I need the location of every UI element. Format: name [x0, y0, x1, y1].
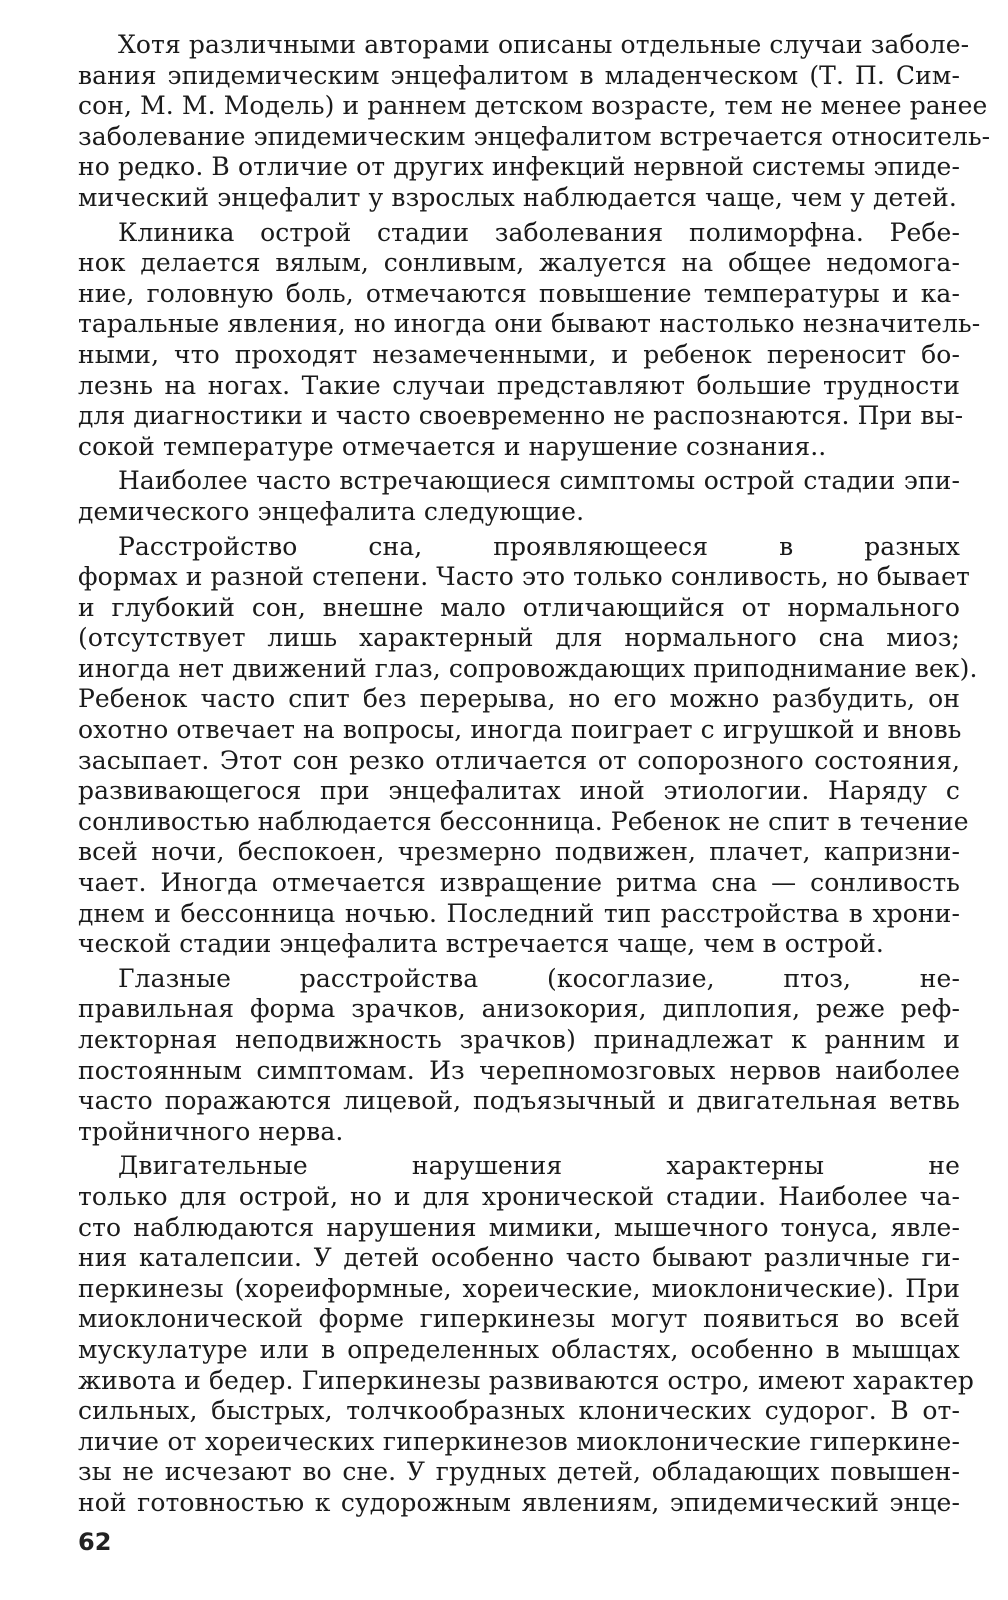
text-line: зы не исчезают во сне. У грудных детей, обладающих повышен-	[78, 1457, 960, 1487]
text-line: часто поражаются лицевой, подъязычный и двигательная ветвь	[78, 1086, 960, 1116]
text-line: Клиника острой стадии заболевания полиморфна. Ребе-	[118, 217, 960, 247]
text-line: лекторная неподвижность зрачков) принадлежат к ранним и	[78, 1025, 960, 1054]
text-line: перкинезы (хореиформные, хореические, миоклонические). При	[78, 1273, 960, 1303]
text-line: вания эпидемическим энцефалитом в младенческом (Т. П. Сим-	[78, 60, 960, 90]
text-line: живота и бедер. Гиперкинезы развиваются остро, имеют характер	[78, 1365, 975, 1395]
text-line: Двигательные нарушения характерны не	[118, 1151, 960, 1181]
text-line: мускулатуре или в определенных областях, особенно в мышцах	[78, 1334, 960, 1364]
text-line: сон, М. М. Модель) и раннем детском возрасте, тем не менее ранее	[78, 91, 988, 121]
text-line: Расстройство сна, проявляющееся в разных	[118, 531, 960, 561]
text-line: нок делается вялым, сонливым, жалуется на общее недомога-	[78, 248, 960, 278]
page-text-block	[78, 30, 991, 1519]
text-line: правильная форма зрачков, анизокория, диплопия, реже реф-	[78, 994, 960, 1024]
text-line: лезнь на ногах. Такие случаи представляют большие трудности	[78, 370, 960, 400]
text-line: мический энцефалит у взрослых наблюдается чаще, чем у детей.	[78, 182, 957, 212]
text-line: охотно отвечает на вопросы, иногда поиграет с игрушкой и вновь	[78, 715, 962, 745]
text-line: и глубокий сон, внешне мало отличающийся от нормального	[78, 592, 960, 622]
text-line: демического энцефалита следующие.	[78, 496, 585, 526]
text-line: Глазные расстройства (косоглазие, птоз, не-	[118, 963, 960, 993]
text-line: сокой температуре отмечается и нарушение сознания..	[78, 431, 827, 461]
text-line: заболевание эпидемическим энцефалитом встречается относитель-	[78, 121, 991, 151]
text-line: сто наблюдаются нарушения мимики, мышечного тонуса, явле-	[78, 1212, 960, 1242]
text-line: личие от хореических гиперкинезов миоклонические гиперкине-	[78, 1426, 960, 1456]
text-line: засыпает. Этот сон резко отличается от сопорозного состояния,	[78, 745, 960, 775]
text-line: для диагностики и часто своевременно не распознаются. При вы-	[78, 401, 964, 431]
text-line: развивающегося при энцефалитах иной этиологии. Наряду с	[78, 776, 960, 806]
text-line: иногда нет движений глаз, сопровождающих приподнимание век).	[78, 653, 978, 683]
text-line: Ребенок часто спит без перерыва, но его можно разбудить, он	[78, 684, 960, 714]
text-line: всей ночи, беспокоен, чрезмерно подвижен, плачет, капризни-	[78, 837, 960, 867]
text-line: днем и бессонница ночью. Последний тип расстройства в хрони-	[78, 898, 960, 928]
text-line: постоянным симптомам. Из черепномозговых нервов наиболее	[78, 1055, 960, 1085]
text-line: ния каталепсии. У детей особенно часто бывают различные ги-	[78, 1243, 960, 1273]
text-line: формах и разной степени. Часто это только сонливость, но бывает	[78, 562, 970, 592]
text-line: сонливостью наблюдается бессонница. Ребенок не спит в течение	[78, 806, 969, 836]
text-line: Наиболее часто встречающиеся симптомы острой стадии эпи-	[118, 466, 960, 496]
text-line: ными, что проходят незамеченными, и ребенок переносит бо-	[78, 339, 960, 369]
text-line: ческой стадии энцефалита встречается чаще, чем в острой.	[78, 929, 884, 959]
text-line: ной готовностью к судорожным явлениям, эпидемический энце-	[78, 1487, 960, 1517]
text-line: таральные явления, но иногда они бывают настолько незначитель-	[78, 309, 981, 339]
text-line: только для острой, но и для хронической стадии. Наиболее ча-	[78, 1181, 960, 1211]
text-line: Хотя различными авторами описаны отдельные случаи заболе-	[118, 30, 970, 59]
text-line: (отсутствует лишь характерный для нормального сна миоз;	[78, 623, 960, 653]
text-line: ние, головную боль, отмечаются повышение температуры и ка-	[78, 278, 960, 308]
text-line: но редко. В отличие от других инфекций нервной системы эпиде-	[78, 152, 961, 182]
text-line: сильных, быстрых, толчкообразных клонических судорог. В от-	[78, 1396, 960, 1426]
text-line: чает. Иногда отмечается извращение ритма сна — сонливость	[78, 868, 960, 898]
text-line: миоклонической форме гиперкинезы могут появиться во всей	[78, 1304, 960, 1334]
page-number: 62	[78, 1528, 112, 1556]
text-line: тройничного нерва.	[78, 1116, 344, 1146]
